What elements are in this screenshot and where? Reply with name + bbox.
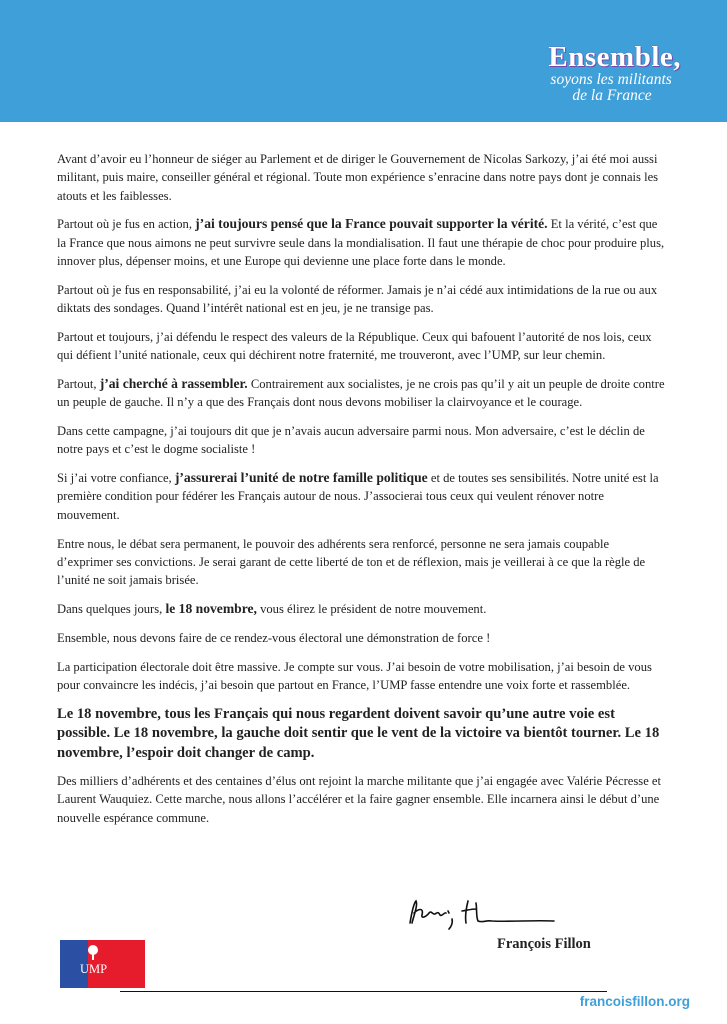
paragraph-7-text-a: Si j’ai votre confiance, <box>57 471 175 486</box>
paragraph-2-text-b: Et la vérité, c’est que la France que nous aimons ne peut survivre seule dans la mondialisation. Il faut une thérapie de choc pour produire plus, innover plus, dépenser moins, et une Europe qui devienne une place forte dans le monde. <box>57 217 665 268</box>
footer-divider <box>120 991 607 992</box>
paragraph-10: Ensemble, nous devons faire de ce rendez-vous électoral une démonstration de force ! <box>57 630 491 645</box>
paragraph-9-text-a: Dans quelques jours, <box>57 601 166 616</box>
paragraph-4: Partout et toujours, j’ai défendu le respect des valeurs de la République. Ceux qui bafouent l’autorité de nos lois, ceux qui défient l’unité nationale, ceux qui déchirent notre fraternité, me trouveront, avec l’UMP, sur leur chemin. <box>57 329 652 363</box>
paragraph-9-text-b: vous élirez le président de notre mouvement. <box>256 601 487 616</box>
signer-name: François Fillon <box>497 936 591 952</box>
paragraph-2 <box>57 215 667 270</box>
brand-title: Ensemble, <box>548 41 681 73</box>
letter-body <box>57 150 667 838</box>
paragraph-5-text-b: Contrairement aux socialistes, je ne crois pas qu’il y ait un peuple de droite contre un peuple de gauche. Il n’y a que des Français dont nous devons mobiliser la clairvoyance et le courage. <box>57 376 665 410</box>
paragraph-5-text-a: Partout, <box>57 376 100 391</box>
ump-logo <box>60 940 145 988</box>
paragraph-6: Dans cette campagne, j’ai toujours dit que je n’avais aucun adversaire parmi nous. Mon adversaire, c’est le déclin de notre pays et c’est le dogme socialiste ! <box>57 424 645 457</box>
paragraph-7-bold: j’assurerai l’unité de notre famille politique <box>174 470 428 486</box>
paragraph-3: Partout où je fus en responsabilité, j’ai eu la volonté de réformer. Jamais je n’ai cédé aux intimidations de la rue ou aux diktats des sondages. Quand l’intérêt national est en jeu, je ne transige pas. <box>57 282 658 316</box>
brand-block <box>548 42 681 104</box>
paragraph-9 <box>57 600 667 618</box>
paragraph-9-bold: le 18 novembre, <box>165 600 257 616</box>
paragraph-8: Entre nous, le débat sera permanent, le pouvoir des adhérents sera renforcé, personne ne sera jamais coupable d’exprimer ses convictions. Je serai garant de cette liberté de ton et de réflexion, mais je veillerai à ce que la règle de l’unité ne soit jamais brisée. <box>57 536 646 588</box>
paragraph-1: Avant d’avoir eu l’honneur de siéger au Parlement et de diriger le Gouvernement de Nicolas Sarkozy, j’ai été moi aussi militant, puis maire, conseiller général et régional. Toute mon expérience s’enracine dans notre pays dont je connais les atouts et les faiblesses. <box>57 152 659 203</box>
paragraph-13: Des milliers d’adhérents et des centaines d’élus ont rejoint la marche militante que j’ai engagée avec Valérie Pécresse et Laurent Wauquiez. Cette marche, nous allons l’accélérer et la faire gagner ensemble. Elle incarnera ainsi le début d’une nouvelle espérance commune. <box>57 774 662 825</box>
paragraph-12-emphasis: Le 18 novembre, tous les Français qui nous regardent doivent savoir qu’une autre voie est possible. Le 18 novembre, la gauche doit sentir que le vent de la victoire va bientôt tourner. Le 18 novembre, l’espoir doit changer de camp. <box>57 705 660 761</box>
paragraph-11: La participation électorale doit être massive. Je compte sur vous. J’ai besoin de votre mobilisation, j’ai besoin de vous pour convaincre les indécis, j’ai besoin que partout en France, l’UMP fasse entendre une voix forte et rassemblée. <box>57 659 652 692</box>
handwritten-signature-icon <box>402 893 572 933</box>
paragraph-5-bold: j’ai cherché à rassembler. <box>99 375 248 391</box>
brand-subtitle-line1: soyons les militants <box>550 71 672 88</box>
header-banner <box>0 0 727 122</box>
logo-text: UMP <box>80 962 108 976</box>
paragraph-7-text-b: et de toutes ses sensibilités. Notre unité est la première condition pour fédérer les Français autour de nous. J’associerai tous ceux qui veulent rénover notre mouvement. <box>57 471 659 522</box>
paragraph-2-text-a: Partout où je fus en action, <box>57 217 196 232</box>
paragraph-7 <box>57 469 667 524</box>
paragraph-5 <box>57 375 667 412</box>
brand-subtitle-line2: de la France <box>572 87 652 104</box>
tree-icon <box>84 944 102 962</box>
paragraph-2-bold: j’ai toujours pensé que la France pouvait supporter la vérité. <box>195 216 548 232</box>
footer-website-link[interactable]: francoisfillon.org <box>579 994 690 1009</box>
